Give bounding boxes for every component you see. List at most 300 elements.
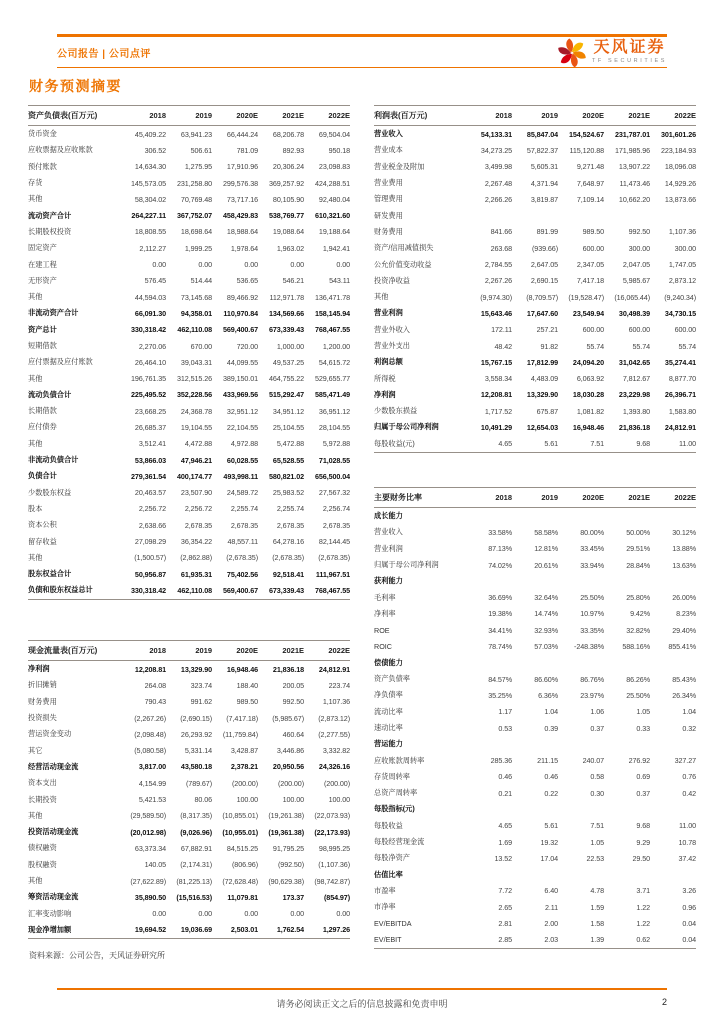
section-row xyxy=(374,867,696,883)
cell-value: 85,847.04 xyxy=(526,129,558,139)
cell-value: 4,371.94 xyxy=(530,178,558,188)
row-label: 营业收入 xyxy=(374,527,403,537)
row-label: 市盈率 xyxy=(374,885,396,895)
cell-value: 891.99 xyxy=(536,227,558,237)
cell-value: 546.21 xyxy=(282,276,304,286)
cell-value: 543.11 xyxy=(329,276,350,286)
row-label: 营业利润 xyxy=(374,308,403,318)
cell-value xyxy=(466,801,512,817)
cell-value: 20,463.57 xyxy=(134,488,166,498)
cell-value: 3,512.41 xyxy=(138,439,166,449)
cell-value: 19,104.55 xyxy=(180,422,212,432)
row-label: 非流动负债合计 xyxy=(28,455,79,465)
cell-value: 3.26 xyxy=(682,886,696,896)
cell-value: 5,985.67 xyxy=(622,276,650,286)
cell-value: 0.04 xyxy=(650,932,696,949)
cell-value: 1,999.25 xyxy=(184,243,212,253)
cell-value: 600.00 xyxy=(674,325,696,335)
cell-value: (5,985.67) xyxy=(272,713,304,723)
cell-value: (9,240.34) xyxy=(664,292,696,302)
cell-value: 33.45% xyxy=(580,544,604,554)
cell-value: (90,629.38) xyxy=(268,876,304,886)
cell-value: 400,174.77 xyxy=(177,471,212,481)
cell-value: 0.30 xyxy=(590,788,604,798)
cell-value: 841.66 xyxy=(490,227,512,237)
cell-value: 323.74 xyxy=(190,680,212,690)
row-label: 净利润 xyxy=(28,664,50,674)
cell-value: 172.11 xyxy=(491,325,512,335)
cell-value: 4,154.99 xyxy=(138,778,166,788)
cell-value: 171,985.96 xyxy=(615,145,650,155)
table-row xyxy=(374,834,696,850)
cell-value: 35,274.41 xyxy=(664,357,696,367)
row-label: 营业成本 xyxy=(374,145,403,155)
cell-value: 39,043.31 xyxy=(180,357,212,367)
cell-value: 0.46 xyxy=(498,772,512,782)
cell-value: 9.68 xyxy=(604,436,650,453)
cell-value: 264,227.11 xyxy=(131,211,166,221)
column-year-header: 2021E xyxy=(258,106,304,126)
table-row xyxy=(374,387,696,403)
table-row xyxy=(28,808,350,824)
cell-value: 223.74 xyxy=(328,680,350,690)
cell-value: 86.26% xyxy=(626,674,650,684)
cell-value: 2.65 xyxy=(498,902,512,912)
table-row xyxy=(374,175,696,191)
table-row xyxy=(374,752,696,768)
cell-value: (11,759.84) xyxy=(222,729,258,739)
cell-value: 2,255.74 xyxy=(230,504,258,514)
cell-value: 13,873.66 xyxy=(664,194,696,204)
cell-value: 13,329.90 xyxy=(180,664,212,674)
cell-value: 2,256.72 xyxy=(184,504,212,514)
column-year-header: 2018 xyxy=(120,641,166,661)
cell-value: 2,256.74 xyxy=(322,504,350,514)
row-label: 股本 xyxy=(28,503,43,513)
table-row xyxy=(28,354,350,370)
table-row xyxy=(28,338,350,354)
row-label: 营业外收入 xyxy=(374,324,410,334)
cell-value: 23.97% xyxy=(580,690,604,700)
cell-value: 0.32 xyxy=(682,723,696,733)
cell-value: 2,347.05 xyxy=(576,260,604,270)
cell-value: 211.15 xyxy=(537,756,558,766)
cell-value: 2.03 xyxy=(512,932,558,949)
cell-value: 2,638.66 xyxy=(138,520,166,530)
cell-value: 26,293.92 xyxy=(180,729,212,739)
cell-value: 1.69 xyxy=(498,837,512,847)
row-label: 营业税金及附加 xyxy=(374,161,425,171)
cell-value: 6,063.92 xyxy=(576,374,604,384)
cell-value: 17,910.96 xyxy=(226,162,258,172)
row-label: 营运能力 xyxy=(374,739,403,749)
cell-value: 892.93 xyxy=(282,145,304,155)
table-row xyxy=(374,541,696,557)
row-label: 市净率 xyxy=(374,902,396,912)
cell-value: 2,678.35 xyxy=(276,520,304,530)
cell-value: (939.66) xyxy=(532,243,558,253)
cell-value: 29.40% xyxy=(672,625,696,635)
cell-value: 82,144.45 xyxy=(318,537,350,547)
table-row xyxy=(374,915,696,931)
cell-value: 0.58 xyxy=(590,772,604,782)
cell-value: 1,747.05 xyxy=(668,260,696,270)
table-row xyxy=(28,240,350,256)
cell-value: 493,998.11 xyxy=(223,471,258,481)
cell-value: 1.39 xyxy=(558,932,604,949)
cell-value: 673,339.43 xyxy=(269,325,304,335)
column-year-header: 2020E xyxy=(212,106,258,126)
cell-value: 367,752.07 xyxy=(177,211,212,221)
cell-value: 27,098.29 xyxy=(134,537,166,547)
column-year-header: 2019 xyxy=(166,641,212,661)
row-label: 资本公积 xyxy=(28,520,57,530)
table-row xyxy=(374,899,696,915)
cell-value: 173.37 xyxy=(282,892,304,902)
cell-value xyxy=(466,573,512,589)
cell-value xyxy=(512,655,558,671)
cell-value: 17.04 xyxy=(540,853,558,863)
cell-value: 25.50% xyxy=(580,593,604,603)
cell-value: 0.76 xyxy=(682,772,696,782)
row-label: 其他 xyxy=(28,552,43,562)
table-row xyxy=(374,638,696,654)
cell-value: 19,694.52 xyxy=(120,922,166,939)
row-label: 投资活动现金流 xyxy=(28,827,79,837)
cell-value: 0.33 xyxy=(636,723,650,733)
cell-value: 34,730.15 xyxy=(664,308,696,318)
row-label: 其它 xyxy=(28,745,43,755)
cell-value: 312,515.26 xyxy=(177,374,212,384)
table-row xyxy=(28,289,350,305)
table-row xyxy=(28,726,350,742)
section-row xyxy=(374,508,696,525)
cell-value: 514.44 xyxy=(190,276,212,286)
cell-value: 29.50 xyxy=(632,853,650,863)
cell-value: 3,332.82 xyxy=(322,746,350,756)
cell-value: 26.34% xyxy=(672,690,696,700)
cell-value: 16,948.46 xyxy=(572,422,604,432)
row-label: 资产负债率 xyxy=(374,674,410,684)
cell-value: 3,428.87 xyxy=(230,746,258,756)
cell-value: 610,321.60 xyxy=(315,211,350,221)
row-label: 长期借款 xyxy=(28,406,57,416)
cell-value: 4,472.88 xyxy=(184,439,212,449)
cell-value: 768,467.55 xyxy=(315,325,350,335)
cell-value: 47,946.21 xyxy=(180,455,212,465)
cell-value: 13.63% xyxy=(672,560,696,570)
cell-value: 1,297.26 xyxy=(304,922,350,939)
cell-value: 60,028.55 xyxy=(226,455,258,465)
cell-value: 18,698.64 xyxy=(180,227,212,237)
cell-value xyxy=(512,207,558,223)
table-row xyxy=(28,175,350,191)
cell-value: 0.37 xyxy=(590,723,604,733)
table-row xyxy=(374,256,696,272)
column-year-header: 2019 xyxy=(512,106,558,126)
column-year-header: 2019 xyxy=(166,106,212,126)
cell-value: 12,208.81 xyxy=(134,664,166,674)
table-row xyxy=(374,932,696,949)
cell-value: 48.42 xyxy=(494,341,512,351)
table-row xyxy=(28,566,350,582)
cell-value: 5,972.88 xyxy=(322,439,350,449)
table-row xyxy=(374,142,696,158)
cell-value: (200.00) xyxy=(232,778,258,788)
cell-value: 110,970.84 xyxy=(223,308,258,318)
cell-value: 1.06 xyxy=(590,707,604,717)
table-row xyxy=(374,436,696,453)
cell-value: 673,339.43 xyxy=(258,582,304,599)
cell-value: 1,717.52 xyxy=(484,406,512,416)
cell-value: 4,483.09 xyxy=(530,374,558,384)
cell-value: 19.32 xyxy=(540,837,558,847)
cell-value: 1,275.95 xyxy=(184,162,212,172)
cell-value: 0.62 xyxy=(604,932,650,949)
table-row xyxy=(28,387,350,403)
cell-value: 115,120.88 xyxy=(569,145,604,155)
cell-value: 12,208.81 xyxy=(480,390,512,400)
cell-value: 11.00 xyxy=(679,821,696,831)
cell-value: 15,643.46 xyxy=(480,308,512,318)
table-row xyxy=(28,419,350,435)
row-label: 折旧摊销 xyxy=(28,680,57,690)
cell-value xyxy=(512,801,558,817)
cell-value: 327.27 xyxy=(674,756,696,766)
cell-value: 0.04 xyxy=(682,919,696,929)
cell-value: 19,036.69 xyxy=(166,922,212,939)
cell-value: 9.29 xyxy=(636,837,650,847)
row-label: 其他 xyxy=(28,194,43,204)
cell-value: 36,951.12 xyxy=(318,406,350,416)
cell-value: 240.07 xyxy=(582,756,604,766)
cell-value: 53,866.03 xyxy=(134,455,166,465)
table-row xyxy=(374,769,696,785)
cell-value: 188.40 xyxy=(236,680,258,690)
cell-value: 7.51 xyxy=(590,821,604,831)
table-row xyxy=(374,589,696,605)
cell-value: 24,326.16 xyxy=(318,762,350,772)
cell-value: 55.74 xyxy=(632,341,650,351)
cell-value: 1,583.80 xyxy=(668,406,696,416)
cell-value: 24,812.91 xyxy=(318,664,350,674)
column-year-header: 2020E xyxy=(558,488,604,508)
cell-value: 424,288.51 xyxy=(315,178,350,188)
column-year-header: 2019 xyxy=(512,488,558,508)
row-label: EV/EBIT xyxy=(374,932,466,949)
row-label: 每股收益 xyxy=(374,820,403,830)
cell-value: 1.59 xyxy=(590,902,604,912)
cell-value: (19,361.38) xyxy=(268,827,304,837)
row-label: 估值比率 xyxy=(374,869,403,879)
source-note: 资料来源：公司公告，天风证券研究所 xyxy=(29,951,165,960)
cell-value: 7,417.18 xyxy=(576,276,604,286)
table-row xyxy=(374,818,696,834)
cell-value: 98,995.25 xyxy=(318,843,350,853)
row-label: 现金净增加额 xyxy=(28,922,120,939)
cell-value: 23,668.25 xyxy=(134,406,166,416)
cell-value: 100.00 xyxy=(328,795,350,805)
cell-value: 16,948.46 xyxy=(226,664,258,674)
cell-value: 145,573.05 xyxy=(131,178,166,188)
table-title: 现金流量表(百万元) xyxy=(28,641,120,661)
table-row xyxy=(28,873,350,889)
row-label: 无形资产 xyxy=(28,275,57,285)
financial-ratios-table xyxy=(374,487,696,949)
cell-value: 24,589.72 xyxy=(226,488,258,498)
table-row xyxy=(374,354,696,370)
report-header xyxy=(57,34,667,68)
cell-value: 1.04 xyxy=(544,707,558,717)
row-label: 应收票据及应收账款 xyxy=(28,145,93,155)
table-row xyxy=(28,710,350,726)
cell-value: 1,393.80 xyxy=(622,406,650,416)
cell-value: 460.64 xyxy=(282,729,304,739)
cell-value: 9.68 xyxy=(636,821,650,831)
cell-value: 25.80% xyxy=(626,593,650,603)
cell-value: (10,855.01) xyxy=(222,811,258,821)
table-row xyxy=(28,126,350,143)
row-label: 成长能力 xyxy=(374,511,403,521)
cell-value: (8,709.57) xyxy=(526,292,558,302)
cell-value xyxy=(650,736,696,752)
cell-value: 32.82% xyxy=(626,625,650,635)
cell-value: (789.67) xyxy=(186,778,212,788)
cell-value: 1.22 xyxy=(636,902,650,912)
cell-value: 8,877.70 xyxy=(668,374,696,384)
row-label: 流动资产合计 xyxy=(28,210,72,220)
cell-value: 43,580.18 xyxy=(180,762,212,772)
cell-value: 768,467.55 xyxy=(304,582,350,599)
cell-value: 231,787.01 xyxy=(615,129,650,139)
column-year-header: 2021E xyxy=(258,641,304,661)
row-label: 每股净资产 xyxy=(374,853,410,863)
cell-value: 2,503.01 xyxy=(212,922,258,939)
balance_sheet-grid xyxy=(28,105,350,600)
row-label: ROE xyxy=(374,625,390,635)
cell-value: 855.41% xyxy=(668,642,696,652)
cell-value: 2,647.05 xyxy=(530,260,558,270)
cell-value: (19,528.47) xyxy=(568,292,604,302)
cell-value xyxy=(604,573,650,589)
cell-value: 140.05 xyxy=(144,860,166,870)
table-row xyxy=(374,606,696,622)
row-label: 流动比率 xyxy=(374,706,403,716)
cell-value xyxy=(604,867,650,883)
cell-value: (5,080.58) xyxy=(134,746,166,756)
cell-value: 94,358.01 xyxy=(180,308,212,318)
cell-value xyxy=(512,508,558,525)
table-row xyxy=(374,557,696,573)
cell-value: 87.13% xyxy=(488,544,512,554)
cell-value: 300.00 xyxy=(628,243,650,253)
table-row xyxy=(374,671,696,687)
table-row xyxy=(28,436,350,452)
cell-value: 92,518.41 xyxy=(272,569,304,579)
cell-value: 0.53 xyxy=(498,723,512,733)
table-row xyxy=(28,370,350,386)
row-label: 股东权益合计 xyxy=(28,569,72,579)
cell-value: 84,515.25 xyxy=(226,843,258,853)
cell-value: 306.52 xyxy=(144,145,166,155)
cell-value: 675.87 xyxy=(536,406,558,416)
cell-value: (200.00) xyxy=(324,778,350,788)
income-grid xyxy=(374,105,696,453)
cell-value: (2,174.31) xyxy=(180,860,212,870)
cell-value xyxy=(650,207,696,223)
cell-value: 71,028.55 xyxy=(318,455,350,465)
cell-value: 2,690.15 xyxy=(530,276,558,286)
cell-value: 4,972.88 xyxy=(230,439,258,449)
row-label: 长期股权投资 xyxy=(28,226,72,236)
cell-value: 1.17 xyxy=(498,707,512,717)
cell-value: (22,173.93) xyxy=(314,827,350,837)
column-year-header: 2022E xyxy=(650,488,696,508)
cell-value: 26.00% xyxy=(672,593,696,603)
row-label: 其他 xyxy=(28,438,43,448)
cell-value: 989.50 xyxy=(236,697,258,707)
row-label: 非流动资产合计 xyxy=(28,308,79,318)
table-row xyxy=(28,322,350,338)
row-label: 其他 xyxy=(374,292,389,302)
cell-value: 6.36% xyxy=(538,690,558,700)
cell-value: 29.51% xyxy=(626,544,650,554)
row-label: 毛利率 xyxy=(374,592,396,602)
section-row xyxy=(374,573,696,589)
cell-value: 1,000.00 xyxy=(276,341,304,351)
brand-name: 天风证券 xyxy=(593,39,666,56)
table-row xyxy=(28,517,350,533)
cell-value: 0.00 xyxy=(290,909,304,919)
row-label: 固定资产 xyxy=(28,243,57,253)
cell-value: (2,690.15) xyxy=(180,713,212,723)
cell-value: 25,983.52 xyxy=(272,488,304,498)
cell-value xyxy=(558,573,604,589)
cell-value: 73,717.16 xyxy=(226,194,258,204)
cell-value xyxy=(604,207,650,223)
cell-value: 24,368.78 xyxy=(180,406,212,416)
cell-value: 34,273.25 xyxy=(480,145,512,155)
row-label: 公允价值变动收益 xyxy=(374,259,432,269)
cell-value: 7.51 xyxy=(558,436,604,453)
cell-value: 112,971.78 xyxy=(269,292,304,302)
cell-value: -248.38% xyxy=(574,642,604,652)
row-label: 预付账款 xyxy=(28,161,57,171)
row-label: 债权融资 xyxy=(28,843,57,853)
cell-value: 3.71 xyxy=(636,886,650,896)
cell-value xyxy=(558,508,604,525)
brand-text xyxy=(592,40,667,64)
cell-value: 14,929.26 xyxy=(664,178,696,188)
cell-value: 1,963.02 xyxy=(276,243,304,253)
cell-value: 1,107.36 xyxy=(668,227,696,237)
cell-value: 0.00 xyxy=(244,260,258,270)
cell-value: 91,795.25 xyxy=(272,843,304,853)
cell-value: 4.65 xyxy=(498,821,512,831)
cell-value: 45,409.22 xyxy=(134,129,166,139)
cell-value: 34,951.12 xyxy=(272,406,304,416)
cell-value: 0.00 xyxy=(198,909,212,919)
cell-value: 279,361.54 xyxy=(131,471,166,481)
row-label: 流动负债合计 xyxy=(28,389,72,399)
cash_flow-grid xyxy=(28,640,350,939)
cell-value: 0.37 xyxy=(636,788,650,798)
cell-value: (2,267.26) xyxy=(134,713,166,723)
column-year-header: 2021E xyxy=(604,106,650,126)
cell-value xyxy=(604,736,650,752)
cell-value: 80.06 xyxy=(194,795,212,805)
cell-value: (806.96) xyxy=(232,860,258,870)
